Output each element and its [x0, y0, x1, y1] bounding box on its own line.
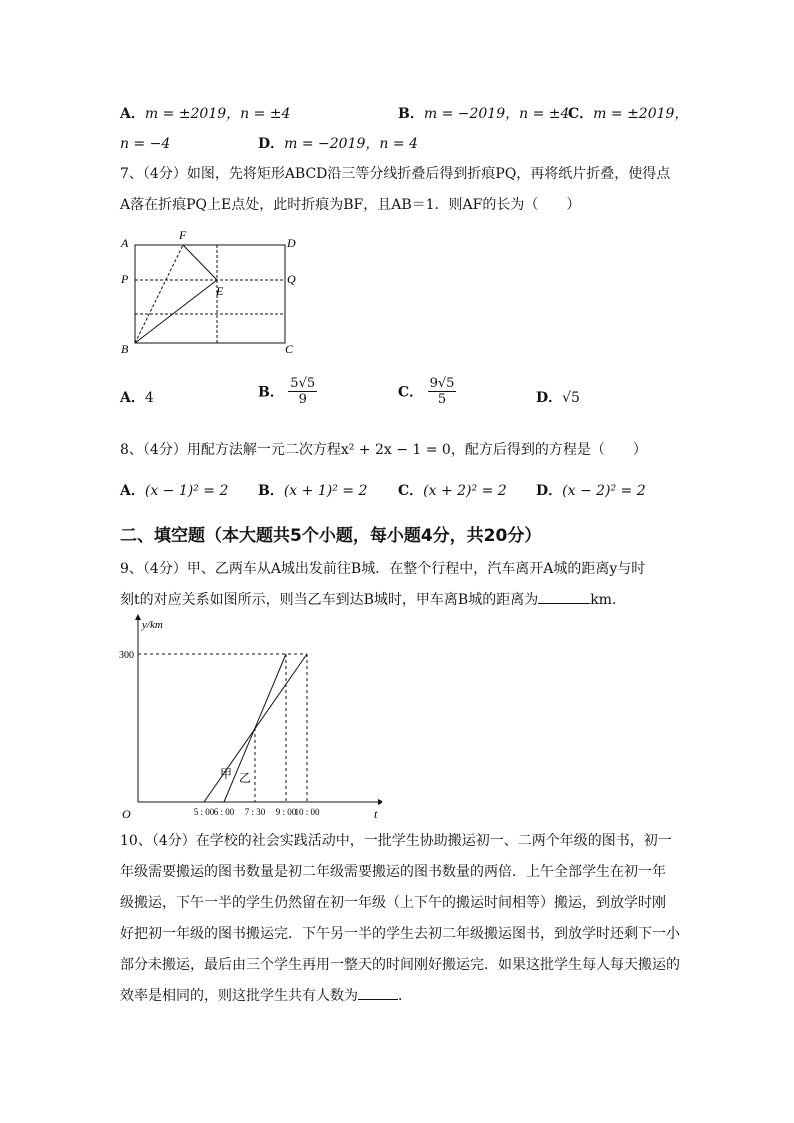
x-axis-arrow — [378, 799, 382, 805]
x-tick-7-30: 7 : 30 — [244, 807, 266, 817]
q10-line5: 部分未搬运，最后由三个学生再用一整天的时间刚好搬运完．如果这批学生每人每天搬运的 — [120, 957, 680, 973]
q6-option-d: D．m = −2019，n = 4 — [258, 136, 418, 152]
segment-be — [135, 280, 217, 343]
x-tick-9-00: 9 : 00 — [275, 807, 297, 817]
q8-option-d: D．(x − 2)² = 2 — [536, 483, 646, 499]
q9-answer-blank — [538, 603, 590, 604]
q9-stem-line2: 刻t的对应关系如图所示，则当乙车到达B城时，甲车离B城的距离为 km． — [120, 592, 626, 608]
q7-stem-line2: A落在折痕PQ上E点处，此时折痕为BF，且AB＝1．则AF的长为（ ） — [120, 197, 581, 213]
q8-option-b: B．(x + 1)² = 2 — [258, 483, 368, 499]
q6-option-b: B．m = −2019，n = ±4 — [398, 106, 570, 122]
x-tick-10-00: 10 : 00 — [294, 807, 320, 817]
q6-option-c-continued: n = −4 — [120, 136, 171, 152]
q10-answer-blank — [358, 999, 398, 1000]
segment-bf — [135, 245, 183, 343]
series-label-jia: 甲 — [220, 767, 233, 781]
label-c: C — [285, 342, 294, 356]
q8-option-c: C．(x + 2)² = 2 — [398, 483, 507, 499]
x-tick-6-00: 6 : 00 — [213, 807, 235, 817]
label-f: F — [179, 228, 187, 242]
series-label-yi: 乙 — [239, 771, 252, 785]
y-tick-300: 300 — [119, 650, 134, 661]
label-b: B — [121, 342, 129, 356]
q8-option-a: A．(x − 1)² = 2 — [120, 483, 229, 499]
q10-line2: 年级需要搬运的图书数量是初二年级需要搬运的图书数量的两倍．上午全部学生在初一年 — [120, 864, 666, 880]
q10-line6: 效率是相同的，则这批学生共有人数为 ． — [120, 988, 412, 1004]
label-a: A — [121, 236, 129, 250]
y-axis-label: y/km — [142, 619, 163, 631]
q7-option-a: A．4 — [120, 390, 154, 406]
section-heading-fill-in: 二、填空题（本大题共5个小题，每小题4分，共20分） — [120, 526, 542, 546]
q8-stem: 8、（4分）用配方法解一元二次方程x² + 2x − 1 = 0，配方后得到的方程是（ ） — [120, 442, 647, 458]
q7-option-d: D．√5 — [536, 390, 580, 406]
label-q: Q — [287, 272, 296, 286]
q9-stem-line1: 9、（4分）甲、乙两车从A城出发前往B城．在整个行程中，汽车离开A城的距离y与时 — [120, 561, 646, 577]
label-e: E — [216, 284, 224, 298]
y-axis-arrow — [135, 614, 141, 620]
q10-line3: 级搬运，下午一半的学生仍然留在初一年级（上下午的搬运时间相等）搬运，到放学时刚 — [120, 895, 666, 911]
q10-line1: 10、（4分）在学校的社会实践活动中，一批学生协助搬运初一、二两个年级的图书，初一 — [120, 833, 672, 849]
label-p: P — [121, 272, 129, 286]
q7-stem-line1: 7、（4分）如图，先将矩形ABCD沿三等分线折叠后得到折痕PQ，再将纸片折叠，使得点 — [120, 166, 671, 182]
rectangle-abcd — [135, 245, 285, 343]
origin-label: O — [122, 807, 131, 821]
x-axis-label: t — [374, 807, 378, 821]
q10-line4: 好把初一年级的图书搬运完．下午另一半的学生去初二年级搬运图书，到放学时还剩下一小 — [120, 926, 680, 942]
q7-rectangle-figure — [115, 225, 305, 360]
q7-option-b: B． $\frac{5√5}{9}$ — [258, 376, 316, 407]
q6-option-c: C．m = ±2019， — [568, 106, 689, 122]
q7-option-c: C． $\frac{9√5}{5}$ — [398, 376, 455, 407]
q6-option-a: A．m = ±2019，n = ±4 — [120, 106, 291, 122]
segment-fe — [183, 245, 217, 280]
x-tick-5-00: 5 : 00 — [193, 807, 215, 817]
q9-distance-time-chart — [112, 612, 382, 822]
label-d: D — [287, 236, 296, 250]
